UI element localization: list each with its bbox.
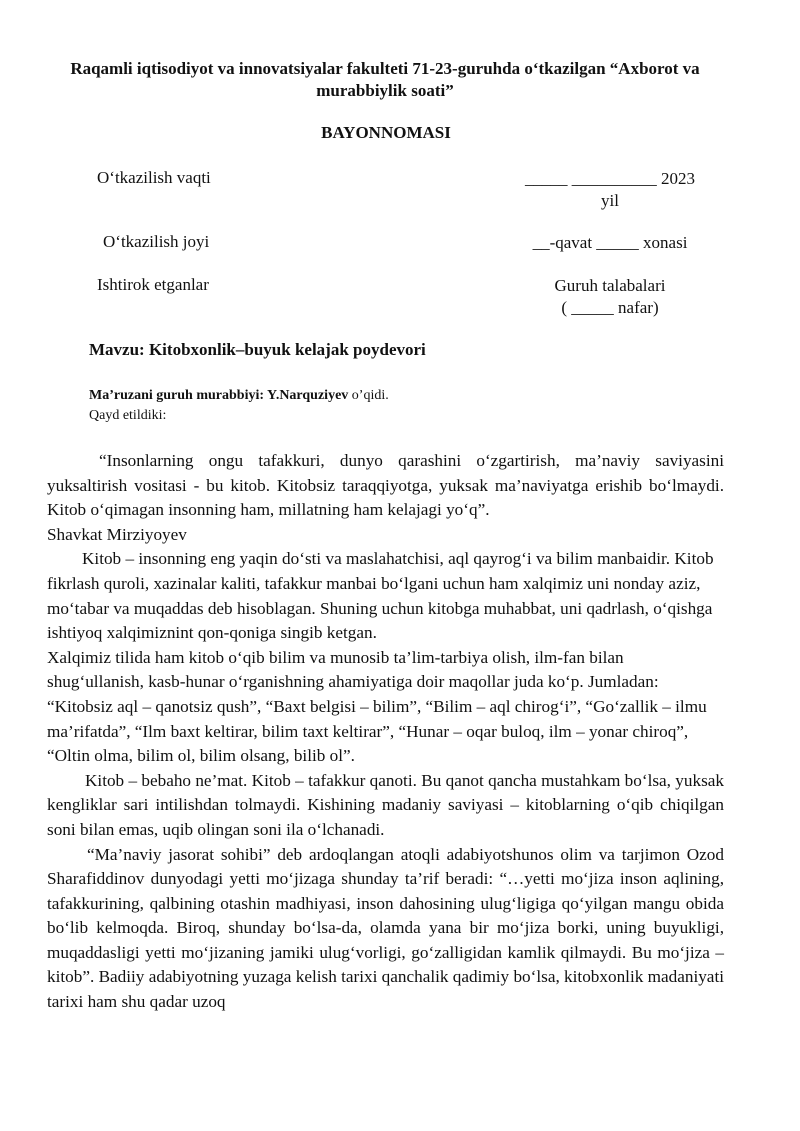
- time-value-line2: yil: [601, 191, 619, 210]
- noted-line: Qayd etildiki:: [89, 408, 167, 423]
- quote-author: Shavkat Mirziyoyev: [47, 524, 187, 544]
- time-value: [485, 168, 735, 212]
- body-paragraph-2: Xalqimiz tilida ham kitob o‘qib bilim va munosib ta’lim-tarbiya olish, ilm-fan bilan shug‘ullanish, kasb-hunar o‘rganishning ahamiyatiga doir maqollar juda ko‘p. Jumladan: “Kitobsiz aql – qanotsiz qush”, “Baxt belgisi – bilim”, “Bilim – aql chirog‘i”, “Go‘zallik – ilmu ma’rifatda”, “Ilm baxt keltirar, bilim taxt keltirar”, “Hunar – oqar buloq, ilm – yonar chiroq”, “Oltin olma, bilim ol, bilim olsang, bilib ol”.: [47, 647, 707, 766]
- participants-value-line1: Guruh talabalari: [554, 276, 666, 295]
- body-paragraph-3: Kitob – bebaho ne’mat. Kitob – tafakkur qanoti. Bu qanot qancha mustahkam bo‘lsa, yuksak kengliklar sari intilishdan tolmaydi. Kishining madaniy saviyasi – kitoblarning o‘qib chiqilgan soni bilan emas, uqib olingan soni ila o‘lchanadi.: [47, 770, 724, 839]
- speaker-suffix: o’qidi.: [348, 388, 389, 403]
- document-body: [47, 449, 724, 1015]
- participants-label: Ishtirok etganlar: [97, 275, 209, 294]
- time-value-line1: _____ __________ 2023: [525, 169, 695, 188]
- participants-value: [485, 275, 735, 319]
- document-heading: BAYONNOMASI: [321, 123, 451, 142]
- speaker-label: Ma’ruzani guruh murabbiyi: Y.Narquziyev: [89, 388, 349, 403]
- body-paragraph-4: “Ma’naviy jasorat sohibi” deb ardoqlangan atoqli adabiyotshunos olim va tarjimon Ozod Sharafiddinov dunyodagi yetti mo‘jizaga shunday ta’rif beradi: “…yetti mo‘jiza inson aqlining, tafakkurining, qalbining otashin madhiyasi, inson dahosining ulug‘ligiga qo‘yilgan mangu obida bo‘lib kelmoqda. Biroq, shunday bo‘lsa-da, olamda yana bir mo‘jiza borki, uning buyukligi, muqaddasligi yetti mo‘jizaning jamiki ulug‘vorligi, go‘zalligidan kamlik qilmaydi. Bu mo‘jiza – kitob”. Badiiy adabiyotning yuzaga kelish tarixi qanchalik qadimiy bo‘lsa, kitobxonlik madaniyati tarixi ham shu qadar uzoq: [47, 844, 724, 1012]
- speaker-line: [89, 388, 389, 404]
- place-value: __-qavat _____ xonasi: [532, 233, 688, 252]
- document-title: Raqamli iqtisodiyot va innovatsiyalar fakulteti 71-23-guruhda o‘tkazilgan “Axborot va murabbiylik soati”: [70, 59, 700, 100]
- quote-paragraph: “Insonlarning ongu tafakkuri, dunyo qarashini o‘zgartirish, ma’naviy saviyasini yuksaltirish vositasi - bu kitob. Kitobsiz taraqqiyotga, yuksak ma’naviyatga erishib bo‘lmaydi. Kitob o‘qimagan insonning ham, millatning ham kelajagi yo‘q”.: [47, 451, 724, 520]
- place-label: O‘tkazilish joyi: [103, 232, 210, 251]
- time-label: O‘tkazilish vaqti: [97, 168, 211, 187]
- body-paragraph-1: Kitob – insonning eng yaqin do‘sti va maslahatchisi, aql qayrog‘i va bilim manbaidir. Kitob fikrlash quroli, xazinalar kaliti, tafakkur manbai bo‘lgani uchun ham xalqimiz uni nonday aziz, mo‘tabar va muqaddas deb hisoblagan. Shuning uchun kitobga muhabbat, uni qadrlash, o‘qishga ishtiyoq xalqimiznint qon-qoniga singib ketgan.: [47, 549, 714, 643]
- topic-line: Mavzu: Kitobxonlik–buyuk kelajak poydevori: [89, 340, 426, 359]
- participants-value-line2: ( _____ nafar): [561, 298, 659, 317]
